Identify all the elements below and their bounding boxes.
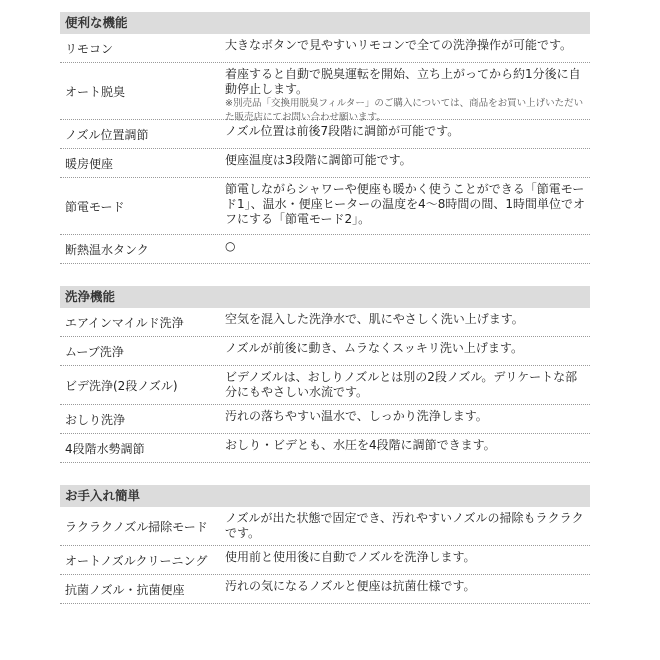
section-heading: 便利な機能 <box>60 12 590 34</box>
row-value: ○ <box>225 239 236 253</box>
row-value: ビデノズルは、おしりノズルとは別の2段ノズル。デリケートな部分にもやさしい水流です。 <box>225 370 578 399</box>
table-row <box>60 434 590 463</box>
row-label: 暖房便座 <box>65 156 114 171</box>
section-heading: お手入れ簡単 <box>60 485 590 507</box>
table-row <box>60 575 590 604</box>
row-label: おしり洗浄 <box>65 412 126 427</box>
table-row <box>60 120 590 149</box>
row-label: オートノズルクリーニング <box>65 553 208 568</box>
row-value: おしり・ビデとも、水圧を4段階に調節できます。 <box>225 438 496 452</box>
row-value: 空気を混入した洗浄水で、肌にやさしく洗い上げます。 <box>225 312 524 326</box>
table-row <box>60 337 590 366</box>
table-row <box>60 546 590 575</box>
table-row <box>60 34 590 63</box>
row-value: ノズル位置は前後7段階に調節が可能です。 <box>225 124 460 138</box>
row-value: 節電しながらシャワーや便座も暖かく使うことができる「節電モード1」、温水・便座ヒーターの温度を4〜8時間の間、1時間単位でオフにする「節電モード2」。 <box>225 182 586 226</box>
section-heading: 洗浄機能 <box>60 286 590 308</box>
row-label: 節電モード <box>65 199 125 214</box>
table-row <box>60 149 590 178</box>
row-label: 断熱温水タンク <box>65 242 149 257</box>
row-label: ノズル位置調節 <box>65 127 149 142</box>
row-label: ラクラクノズル掃除モード <box>65 519 208 534</box>
row-label: 4段階水勢調節 <box>65 441 145 456</box>
row-value: 汚れの落ちやすい温水で、しっかり洗浄します。 <box>225 409 488 423</box>
row-value <box>220 63 590 123</box>
row-value: 使用前と使用後に自動でノズルを洗浄します。 <box>225 550 476 564</box>
row-label: リモコン <box>65 41 114 56</box>
table-row <box>60 308 590 337</box>
spec-table <box>60 12 590 626</box>
row-note: ※別売品「交換用脱臭フィルター」のご購入については、商品をお買い上げいただいた販売店にてお問い合わせ願います。 <box>225 98 584 123</box>
row-label: ムーブ洗浄 <box>65 344 124 359</box>
row-value-text: 着座すると自動で脱臭運転を開始、立ち上がってから約1分後に自動停止します。 <box>225 67 581 96</box>
row-value: 汚れの気になるノズルと便座は抗菌仕様です。 <box>225 579 476 593</box>
row-label: 抗菌ノズル・抗菌便座 <box>65 582 185 597</box>
row-value: 便座温度は3段階に調節可能です。 <box>225 153 412 167</box>
table-row <box>60 235 590 264</box>
row-label: エアインマイルド洗浄 <box>65 315 184 330</box>
table-row <box>60 507 590 546</box>
table-row <box>60 366 590 405</box>
section-easy-care <box>60 485 590 604</box>
table-row <box>60 178 590 235</box>
row-value: ノズルが前後に動き、ムラなくスッキリ洗い上げます。 <box>225 341 523 355</box>
row-value: ノズルが出た状態で固定でき、汚れやすいノズルの掃除もラクラクです。 <box>225 511 584 540</box>
table-row <box>60 405 590 434</box>
row-value: 大きなボタンで見やすいリモコンで全ての洗浄操作が可能です。 <box>225 38 573 52</box>
row-label: ビデ洗浄(2段ノズル) <box>65 378 178 393</box>
section-washing <box>60 286 590 463</box>
section-convenience <box>60 12 590 264</box>
table-row <box>60 63 590 123</box>
row-label: オート脱臭 <box>65 84 126 99</box>
